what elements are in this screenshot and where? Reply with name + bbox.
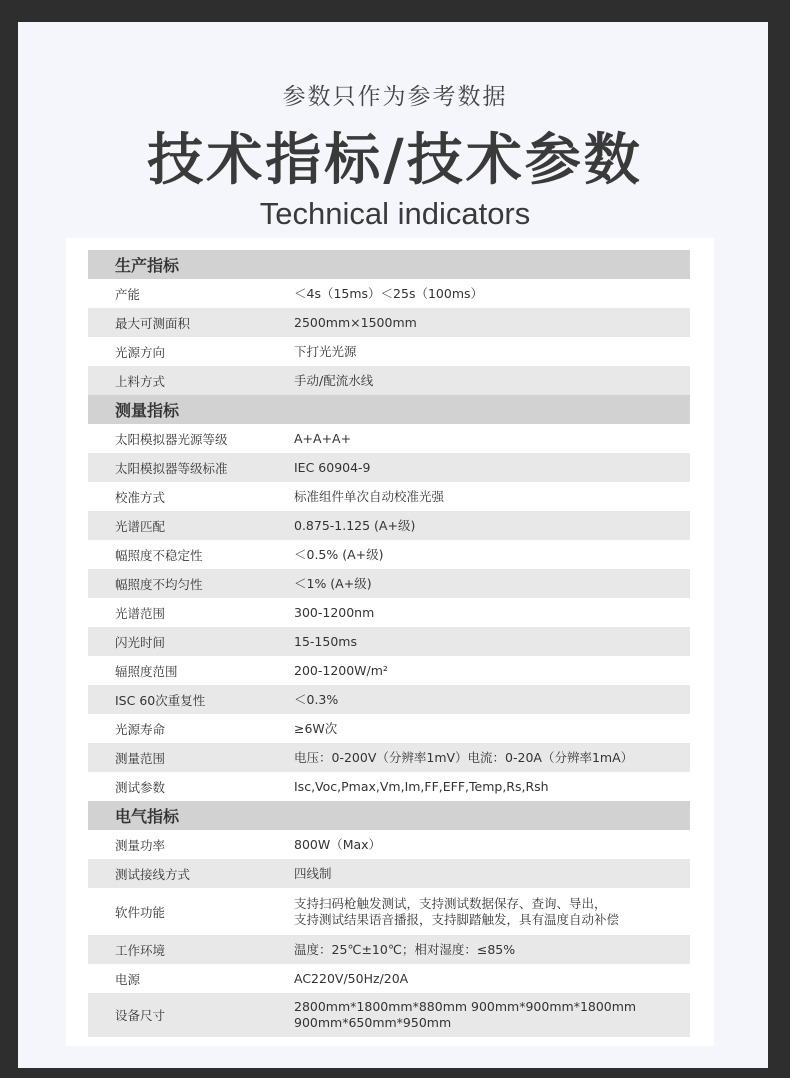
row-label: ISC 60次重复性 [115, 692, 206, 708]
row-value [294, 942, 682, 958]
row-value-line: Isc,Voc,Pmax,Vm,Im,FF,EFF,Temp,Rs,Rsh [294, 778, 549, 794]
row-value-line: 300-1200nm [294, 604, 375, 620]
section-title: 测量指标 [115, 401, 180, 420]
row-label: 幅照度不均匀性 [115, 576, 203, 592]
row-label: 软件功能 [115, 904, 166, 920]
table-row [88, 685, 690, 714]
table-row [88, 366, 690, 395]
row-value [294, 373, 682, 389]
row-value-line: 2500mm×1500mm [294, 314, 417, 330]
section-header [88, 250, 690, 279]
row-value-line: ≥6W次 [294, 720, 338, 736]
row-value-line: 200-1200W/m² [294, 662, 388, 678]
row-label: 测试接线方式 [115, 866, 191, 882]
row-label: 闪光时间 [115, 634, 166, 650]
row-value [294, 286, 682, 302]
row-label: 电源 [115, 971, 141, 987]
row-value-line: 2800mm*1800mm*880mm 900mm*900mm*1800mm [294, 999, 637, 1014]
row-label: 测试参数 [115, 779, 166, 795]
table-row [88, 337, 690, 366]
row-value [294, 663, 682, 679]
row-value [294, 692, 682, 708]
row-value-line: ＜4s（15ms）＜25s（100ms） [294, 285, 484, 301]
table-row [88, 511, 690, 540]
row-label: 太阳模拟器等级标准 [115, 460, 228, 476]
row-label: 测量功率 [115, 837, 166, 853]
row-label: 测量范围 [115, 750, 166, 766]
section-header [88, 801, 690, 830]
row-label: 校准方式 [115, 489, 166, 505]
row-value-line: ＜0.3% [294, 691, 339, 707]
row-value [294, 431, 682, 447]
row-value [294, 547, 682, 563]
table-row [88, 714, 690, 743]
table-row [88, 830, 690, 859]
row-label: 幅照度不稳定性 [115, 547, 203, 563]
row-label: 太阳模拟器光源等级 [115, 431, 228, 447]
row-value-line: ＜1% (A+级) [294, 575, 372, 591]
spec-table [88, 250, 690, 1037]
row-label: 光源寿命 [115, 721, 166, 737]
row-value [294, 896, 682, 928]
row-value-line: IEC 60904-9 [294, 459, 371, 475]
table-row [88, 482, 690, 511]
table-row [88, 598, 690, 627]
row-value-line: 标准组件单次自动校准光强 [294, 488, 445, 504]
table-row [88, 308, 690, 337]
row-value [294, 489, 682, 505]
row-value-line: 手动/配流水线 [294, 372, 374, 388]
row-value-line: ＜0.5% (A+级) [294, 546, 384, 562]
english-title: Technical indicators [259, 196, 531, 231]
row-value [294, 971, 682, 987]
table-row [88, 888, 690, 935]
row-value [294, 750, 682, 766]
row-value [294, 518, 682, 534]
row-value-line: 0.875-1.125 (A+级) [294, 517, 416, 533]
row-value-line: 温度：25℃±10℃；相对湿度：≤85% [294, 941, 516, 957]
row-value [294, 779, 682, 795]
row-value-line: 下打光光源 [294, 343, 357, 359]
table-row [88, 279, 690, 308]
row-value-line: 15-150ms [294, 633, 357, 649]
row-value-line: 800W（Max） [294, 836, 382, 852]
row-value [294, 315, 682, 331]
row-label: 光源方向 [115, 344, 166, 360]
row-value [294, 837, 682, 853]
table-row [88, 859, 690, 888]
row-label: 最大可测面积 [115, 315, 191, 331]
row-value [294, 344, 682, 360]
row-value [294, 460, 682, 476]
row-value-line: 支持测试结果语音播报，支持脚踏触发，具有温度自动补偿 [294, 911, 620, 927]
table-row [88, 453, 690, 482]
table-row [88, 964, 690, 993]
section-title: 电气指标 [115, 807, 180, 826]
section-header [88, 395, 690, 424]
row-value [294, 576, 682, 592]
table-row [88, 772, 690, 801]
row-value-line: A+A+A+ [294, 430, 352, 446]
row-label: 产能 [115, 286, 141, 302]
row-label: 辐照度范围 [115, 663, 178, 679]
row-value [294, 634, 682, 650]
table-row [88, 569, 690, 598]
page-title: 技术指标/技术参数 [147, 128, 643, 193]
row-label: 设备尺寸 [115, 1008, 166, 1023]
section-title: 生产指标 [115, 256, 180, 275]
row-value [294, 721, 682, 737]
row-label: 上料方式 [115, 373, 166, 389]
row-label: 光谱范围 [115, 605, 166, 621]
table-row [88, 656, 690, 685]
table-row [88, 540, 690, 569]
table-row [88, 935, 690, 964]
row-label: 工作环境 [115, 942, 166, 958]
table-row [88, 627, 690, 656]
row-value [294, 866, 682, 882]
row-value-line: 电压：0-200V（分辨率1mV）电流：0-20A（分辨率1mA） [294, 749, 634, 765]
row-value-line: 支持扫码枪触发测试，支持测试数据保存、查询、导出， [294, 895, 607, 911]
row-value-line: 四线制 [294, 865, 332, 881]
page-subtitle: 参数只作为参考数据 [282, 84, 508, 110]
row-label: 光谱匹配 [115, 518, 166, 534]
row-value [294, 999, 682, 1031]
table-row [88, 993, 690, 1037]
table-row [88, 743, 690, 772]
row-value-line: AC220V/50Hz/20A [294, 970, 409, 986]
row-value-line: 900mm*650mm*950mm [294, 1015, 452, 1030]
table-row [88, 424, 690, 453]
row-value [294, 605, 682, 621]
